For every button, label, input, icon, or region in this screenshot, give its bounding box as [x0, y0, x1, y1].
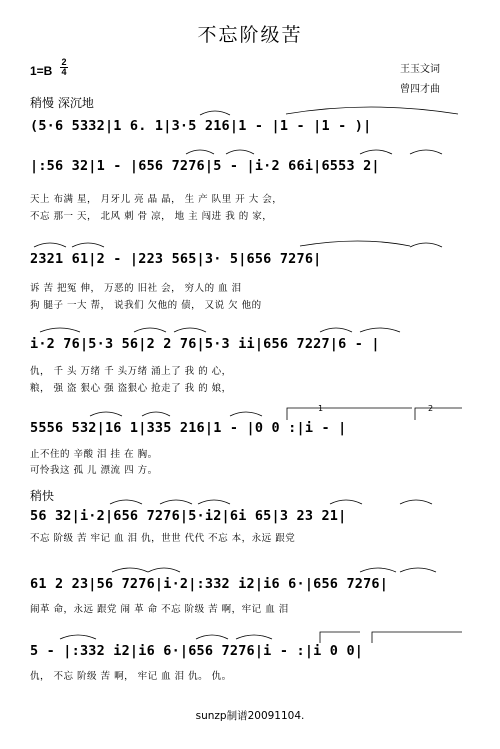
notation-line: 5 - |:332 i2|i6 6·|656 7276|i - :|i 0 0|	[30, 643, 364, 659]
notation-line: |:56 32|1 - |656 7276|5 - |i·2 66i|6553 2|	[30, 158, 380, 174]
notation-line: (5·6 5332|1 6. 1|3·5 216|1 - |1 - |1 - )|	[30, 118, 372, 134]
lyric-line: 止不住的 辛酸 泪 挂 在 胸。	[30, 449, 158, 460]
lyricist-credit: 王玉文词	[400, 64, 440, 75]
meter-top: 2	[61, 57, 67, 67]
lyric-line: 仇， 不忘 阶级 苦 啊， 牢记 血 泪 仇。 仇。	[30, 671, 232, 682]
slur-arc	[230, 412, 262, 416]
slur-arc	[226, 150, 254, 154]
lyric-line: 狗 腿子 一大 帮， 说我们 欠他的 债， 又说 欠 他的	[30, 300, 262, 311]
slur-arc	[320, 328, 352, 332]
slur-arc	[410, 243, 442, 247]
footer-note: sunzp制谱20091104.	[195, 710, 305, 722]
slur-arc	[400, 500, 432, 504]
notation-line: i·2 76|5·3 56|2 2 76|5·3 ii|656 7227|6 - |	[30, 336, 380, 352]
score-title: 不忘阶级苦	[197, 24, 303, 46]
slur-arc	[72, 243, 104, 247]
key-signature: 1=B	[30, 64, 53, 78]
volta-bracket-second	[415, 408, 462, 420]
slur-arc	[200, 111, 230, 115]
slur-arc	[110, 500, 142, 504]
notation-line: 5556 532|16 1|335 216|1 - |0 0 :|i - |	[30, 420, 347, 436]
tie-arc	[300, 241, 410, 246]
slur-arc	[410, 150, 442, 154]
volta-bracket-second	[372, 632, 462, 643]
notation-line: 2321 61|2 - |223 565|3· 5|656 7276|	[30, 251, 322, 267]
volta-bracket-first	[320, 632, 360, 643]
slur-arc	[330, 500, 362, 504]
lyric-line: 天上 布满 星， 月牙儿 亮 晶 晶， 生 产 队里 开 大 会，	[30, 194, 283, 205]
tempo-mark-intro: 稍慢 深沉地	[30, 96, 94, 110]
lyric-line: 诉 苦 把冤 伸， 万恶的 旧社 会， 穷人的 血 泪	[30, 283, 242, 294]
volta-number-second: 2	[428, 404, 434, 413]
volta-bracket-first	[287, 408, 412, 420]
notation-line: 61 2 23|56 7276|i·2|:332 i2|i6 6·|656 7276|	[30, 576, 389, 592]
lyric-line: 不忘 那一 天， 北风 刺 骨 凉， 地 主 闯进 我 的 家，	[30, 211, 273, 222]
meter-bottom: 4	[61, 67, 67, 77]
composer-credit: 曾四才曲	[400, 84, 440, 95]
slur-arc	[160, 500, 192, 504]
volta-number-first: 1	[318, 404, 324, 413]
slur-arc	[90, 412, 122, 416]
slur-arc	[40, 328, 80, 332]
lyric-line: 闹革 命，永远 跟党 闹 革 命 不忘 阶级 苦 啊，牢记 血 泪	[30, 604, 289, 615]
slur-arc	[198, 500, 230, 504]
lyric-line: 不忘 阶级 苦 牢记 血 泪 仇，世世 代代 不忘 本，永远 跟党	[30, 533, 296, 544]
slur-arc	[112, 568, 148, 572]
slur-arc	[174, 328, 206, 332]
slur-arc	[236, 635, 272, 639]
notation-line: 56 32|i·2|656 7276|5·i2|6i 65|3 23 21|	[30, 508, 347, 524]
slur-arc	[134, 328, 166, 332]
slur-arc	[34, 243, 66, 247]
slur-arc	[142, 412, 170, 416]
lyric-line: 可怜我这 孤 儿 漂流 四 方。	[30, 465, 158, 476]
slur-arc	[148, 568, 180, 572]
slur-arc	[60, 635, 96, 639]
lyric-line: 粮， 强 盗 狠心 强 盗狠心 抢走了 我 的 娘，	[30, 383, 232, 394]
tempo-mark-faster: 稍快	[30, 489, 55, 503]
slur-arc	[360, 568, 396, 572]
slur-arc	[360, 150, 392, 154]
slur-arc	[186, 150, 214, 154]
slur-arc	[400, 568, 436, 572]
lyric-line: 仇， 千 头 万绪 千 头万绪 涌上了 我 的 心，	[30, 366, 232, 377]
slur-arc	[360, 328, 400, 332]
tie-arc	[286, 107, 458, 114]
slur-arc	[196, 635, 228, 639]
